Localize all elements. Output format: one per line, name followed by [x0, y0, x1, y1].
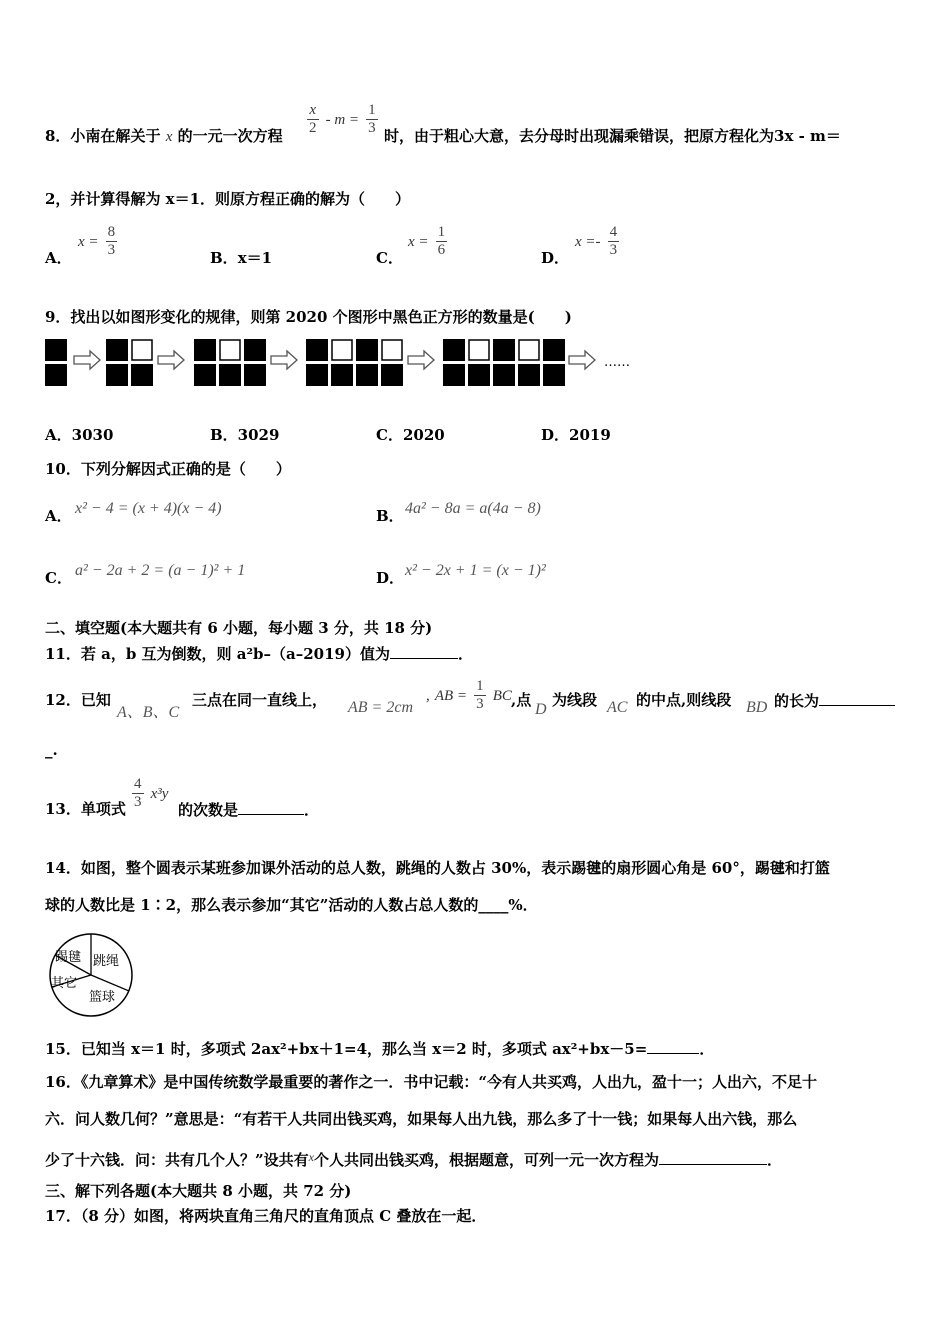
pie-label-tijian: 踢毽: [55, 950, 82, 965]
q8-opt-d-den: 3: [609, 242, 618, 258]
q16-line3: [45, 1147, 782, 1170]
q9-pattern-figure: [44, 338, 644, 390]
q9-ellipsis: ……: [604, 355, 630, 370]
q12-t2: ,点: [511, 691, 532, 709]
q8-eq-rhs: [366, 102, 378, 137]
q12-answer-blank: [819, 690, 895, 706]
q8-eq-frac-num: x: [307, 102, 319, 120]
q12-frac-den: 3: [476, 696, 484, 712]
q8-option-c-letter: C．: [376, 249, 403, 267]
q16-line2: 六．问人数几何？”意思是：“有若干人共同出钱买鸡，如果每人出九钱，那么多了十一钱；如果每人出六钱，那么: [45, 1110, 798, 1128]
q8-eq-rhs-num: 1: [368, 102, 376, 118]
q8-option-d-letter: D．: [541, 249, 570, 267]
q10-option-c-letter: C．: [45, 569, 72, 587]
q12-d: D: [535, 701, 547, 718]
pattern-figure-5: [443, 339, 565, 386]
q9-option-b: B．3029: [210, 426, 280, 444]
q12-comma: ,: [426, 688, 430, 704]
pattern-figure-3: [194, 339, 266, 386]
q15-text: 15．已知当 x＝1 时，多项式 2ax²+bx＋1=4，那么当 x＝2 时，多项式 ax²+bx－5=: [45, 1040, 648, 1058]
q11-answer-blank: [390, 643, 458, 659]
pie-label-lanqiu: 篮球: [89, 990, 116, 1005]
q8-option-a-letter: A．: [45, 249, 72, 267]
q12-ac: AC: [607, 699, 628, 716]
q12-t4: 的中点,则线段: [636, 691, 732, 709]
q12-ab2: AB =: [434, 688, 468, 704]
q8-eq-frac-den: 2: [309, 120, 317, 136]
q15-end: ．: [699, 1040, 715, 1058]
q13-suffix: 的次数是: [178, 801, 239, 819]
q15-answer-blank: [647, 1038, 699, 1054]
q16-line3-a: 少了十六钱．问：共有几个人？”设共有: [45, 1151, 309, 1169]
q10-option-b-letter: B．: [376, 507, 404, 525]
q12-ab-relation: [426, 678, 512, 713]
q14-pie-figure: [45, 931, 140, 1019]
q11-text: 11．若 a，b 互为倒数，则 a²b–（a–2019）值为: [45, 645, 390, 663]
arrow-icon: [569, 351, 595, 369]
q16-line1: 16．《九章算术》是中国传统数学最重要的著作之一．书中记载：“今有人共买鸡，人出九，盈十一；人出六，不足十: [45, 1073, 818, 1091]
q8-opt-c-num: 1: [437, 224, 446, 240]
q12-points: A、B、C: [117, 704, 180, 721]
q12-bd: BD: [746, 699, 768, 716]
arrow-icon: [158, 351, 184, 369]
q12-t1: 三点在同一直线上，: [192, 691, 328, 709]
q16-var: x: [308, 1150, 314, 1164]
q9-option-c: C．2020: [376, 426, 445, 444]
q10-option-a-letter: A．: [45, 507, 72, 525]
q8-opt-d-lhs: x =-: [575, 234, 601, 250]
section-3-heading: 三、解下列各题(本大题共 8 小题，共 72 分): [45, 1182, 352, 1200]
q12-prefix: 12．已知: [45, 691, 111, 709]
pattern-figure-4: [306, 339, 403, 386]
q9-text: 9．找出以如图形变化的规律，则第 2020 个图形中黑色正方形的数量是( ): [45, 308, 572, 326]
q16-end: ．: [766, 1151, 782, 1169]
q14-line1: 14．如图，整个圆表示某班参加课外活动的总人数，跳绳的人数占 30%，表示踢毽的扇形圆心角是 60°，踢毽和打篮: [45, 859, 830, 877]
q8-eq-rhs-den: 3: [368, 120, 376, 136]
q13-mono: x³y: [150, 786, 169, 802]
q8-opt-a-lhs: x =: [78, 234, 99, 250]
q12-t5: 的长为: [774, 692, 820, 710]
q8-option-a: [78, 224, 119, 259]
q12-bc: BC: [492, 688, 512, 704]
q8-eq-frac: [307, 102, 319, 137]
section-2-heading: 二、填空题(本大题共有 6 小题，每小题 3 分，共 18 分): [45, 619, 433, 637]
q12-ab: AB = 2cm: [348, 699, 413, 716]
q8-opt-c-den: 6: [437, 242, 446, 258]
q12-frac-num: 1: [476, 678, 484, 694]
q10-text: 10．下列分解因式正确的是（ ）: [45, 460, 291, 478]
q8-opt-a-den: 3: [107, 242, 116, 258]
pie-label-qita: 其它: [51, 976, 78, 991]
q13-den: 3: [134, 794, 142, 810]
q13-monomial: [130, 776, 168, 811]
q10-option-d-letter: D．: [376, 569, 405, 587]
q8-opt-a-num: 8: [107, 224, 116, 240]
q8-opt-c-lhs: x =: [408, 234, 429, 250]
q8-option-d: [575, 224, 621, 259]
pattern-figure-2: [106, 339, 153, 386]
q12-t5-wrap: [774, 690, 895, 711]
q10-option-c-expr: a² − 2a + 2 = (a − 1)² + 1: [75, 562, 246, 579]
q13-suffix-wrap: [178, 799, 319, 820]
q8-option-b: [210, 248, 272, 268]
q17-text: 17．（8 分）如图，将两块直角三角尺的直角顶点 C 叠放在一起．: [45, 1207, 487, 1225]
q16-answer-blank: [659, 1149, 767, 1165]
q8-equation: [305, 102, 380, 137]
q8-line1-suffix: 时，由于粗心大意，去分母时出现漏乘错误，把原方程化为3x - m＝: [384, 127, 841, 145]
q13-prefix: 13．单项式: [45, 800, 126, 818]
q8-opt-b-letter: B．: [210, 249, 238, 267]
q8-line1: [45, 126, 283, 147]
q12-line2: _.: [45, 741, 58, 759]
q13-num: 4: [134, 776, 142, 792]
pattern-figure-1: [45, 339, 67, 386]
q8-mid: 的一元一次方程: [177, 127, 283, 145]
pie-label-tiaosheng: 跳绳: [93, 954, 120, 969]
q8-line2: 2，并计算得解为 x＝1．则原方程正确的解为（ ）: [45, 190, 411, 208]
q8-prefix: 8．小南在解关于: [45, 127, 161, 145]
q10-option-a-expr: x² − 4 = (x + 4)(x − 4): [75, 500, 222, 517]
arrow-icon: [74, 351, 100, 369]
q15: [45, 1038, 714, 1059]
q9-option-a: A．3030: [45, 426, 114, 444]
q8-opt-b-text: x＝1: [237, 249, 273, 267]
arrow-icon: [271, 351, 297, 369]
q8-opt-d-num: 4: [609, 224, 618, 240]
q10-option-b-expr: 4a² − 8a = a(4a − 8): [405, 500, 541, 517]
q12-t3: 为线段: [552, 691, 598, 709]
q13-end: ．: [304, 801, 320, 819]
q11: [45, 643, 473, 664]
q8-var: x: [165, 129, 173, 145]
q8-option-c: [408, 224, 449, 259]
q14-line2: 球的人数比是 1∶2，那么表示参加“其它”活动的人数占总人数的____%．: [45, 896, 538, 914]
q11-end: ．: [458, 645, 474, 663]
q16-line3-b: 个人共同出钱买鸡，根据题意，可列一元一次方程为: [313, 1151, 659, 1169]
q13-answer-blank: [238, 799, 304, 815]
q10-option-d-expr: x² − 2x + 1 = (x − 1)²: [405, 562, 546, 579]
arrow-icon: [408, 351, 434, 369]
q8-eq-middle: - m =: [325, 112, 360, 128]
q9-option-d: D．2019: [541, 426, 611, 444]
